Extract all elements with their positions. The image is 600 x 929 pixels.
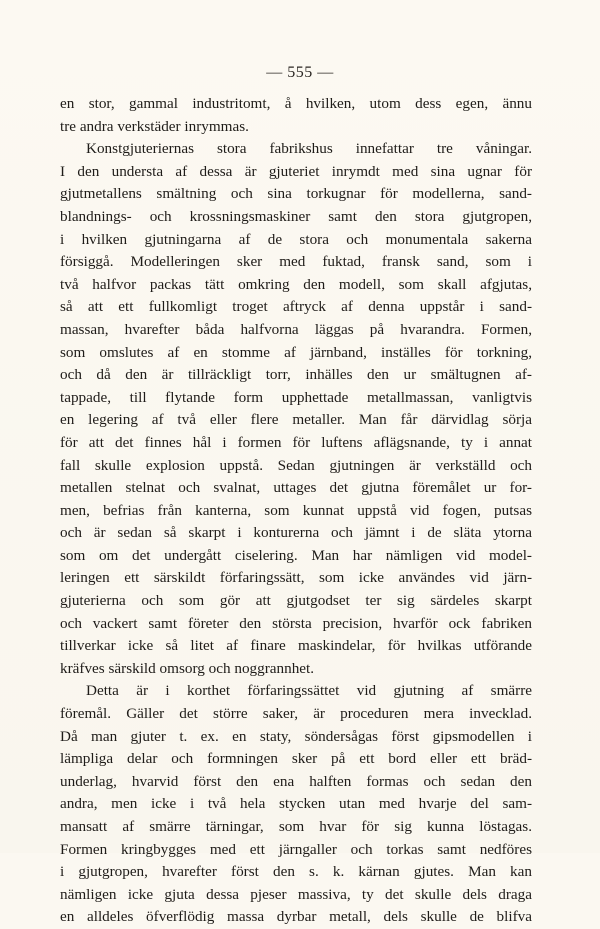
text-line: tappade, till flytande form upphettade metallmassan, vanligtvis	[60, 388, 532, 406]
text-line: Detta är i korthet förfaringssättet vid gjutning af smärre	[86, 682, 532, 700]
text-line: som om det undergått ciselering. Man har nämligen vid model-	[60, 546, 532, 564]
text-line: tre andra verkstäder inrymmas.	[60, 117, 249, 135]
text-line: i gjutgropen, hvarefter först den s. k. kärnan gjutes. Man kan	[60, 863, 532, 881]
text-line: kräfves särskild omsorg och noggrannhet.	[60, 659, 315, 677]
text-line: för att det finnes hål i formen för luftens aflägsnande, ty i annat	[60, 433, 532, 451]
text-line: blandnings- och krossningsmaskiner samt den stora gjutgropen,	[60, 207, 532, 225]
text-line: så att ett fullkomligt troget aftryck af denna uppstår i sand-	[60, 298, 532, 316]
text-line: metallen stelnat och svalnat, uttages det gjutna föremålet ur for-	[60, 479, 532, 497]
text-line: nämligen icke gjuta dessa pjeser massiva, ty det skulle dels draga	[60, 885, 532, 903]
text-line: mansatt af smärre tärningar, som hvar för sig kunna löstagas.	[60, 818, 532, 835]
text-line: försiggå. Modelleringen sker med fuktad, fransk sand, som i	[60, 253, 532, 271]
text-line: föremål. Gäller det större saker, är proceduren mera invecklad.	[60, 705, 532, 723]
text-line: underlag, hvarvid först den ena halften formas och sedan den	[60, 772, 532, 790]
text-line: massan, hvarefter båda halfvorna läggas på hvarandra. Formen,	[60, 320, 532, 338]
text-line: och vackert samt företer den största precision, hvarför ock fabriken	[60, 614, 532, 632]
text-line: och är sedan så skarpt i konturerna och jämnt i de släta ytorna	[60, 524, 532, 542]
text-line: lämpliga delar och formningen sker på ett bord eller ett bräd-	[60, 750, 532, 768]
text-line: Formen kringbygges med ett järngaller och torkas samt nedföres	[60, 840, 532, 858]
text-line: och då den är tillräckligt torr, inhälles den ur smältugnen af-	[60, 366, 532, 384]
text-line: fall skulle explosion uppstå. Sedan gjutningen är verkställd och	[60, 456, 532, 474]
text-line: en legering af två eller flere metaller. Man får därvidlag sörja	[60, 411, 532, 429]
text-line: Då man gjuter t. ex. en staty, söndersågas först gipsmodellen i	[60, 727, 532, 745]
text-line: en alldeles öfverflödig massa dyrbar metall, dels skulle de blifva	[60, 908, 532, 926]
text-line: gjuterierna och som gör att gjutgodset ter sig särdeles skarpt	[60, 592, 532, 610]
text-line: en stor, gammal industritomt, å hvilken, utom dess egen, ännu	[60, 95, 532, 112]
text-line: leringen ett särskildt förfaringssätt, som icke användes vid järn-	[60, 569, 532, 587]
text-line: som omslutes af en stomme af järnband, inställes för torkning,	[60, 343, 532, 361]
text-line: gjutmetallens smältning och sina torkugnar för modellerna, sand-	[60, 185, 532, 203]
text-line: tillverkar icke så litet af finare maskindelar, för hvilkas utförande	[60, 637, 532, 655]
text-line: två halfvor packas tätt omkring den modell, som skall afgjutas,	[60, 275, 532, 293]
text-line: Konstgjuteriernas stora fabrikshus innefattar tre våningar.	[86, 140, 532, 158]
text-line: I den understa af dessa är gjuteriet inrymdt med sina ugnar för	[60, 162, 532, 180]
text-line: men, befrias från kanterna, som kunnat uppstå vid fogen, putsas	[60, 501, 532, 519]
page-number: — 555 —	[266, 64, 334, 81]
body-text	[60, 93, 532, 929]
text-line: andra, men icke i två hela stycken utan med hvarje del sam-	[60, 795, 532, 813]
text-line: i hvilken gjutningarna af de stora och monumentala sakerna	[60, 230, 532, 248]
